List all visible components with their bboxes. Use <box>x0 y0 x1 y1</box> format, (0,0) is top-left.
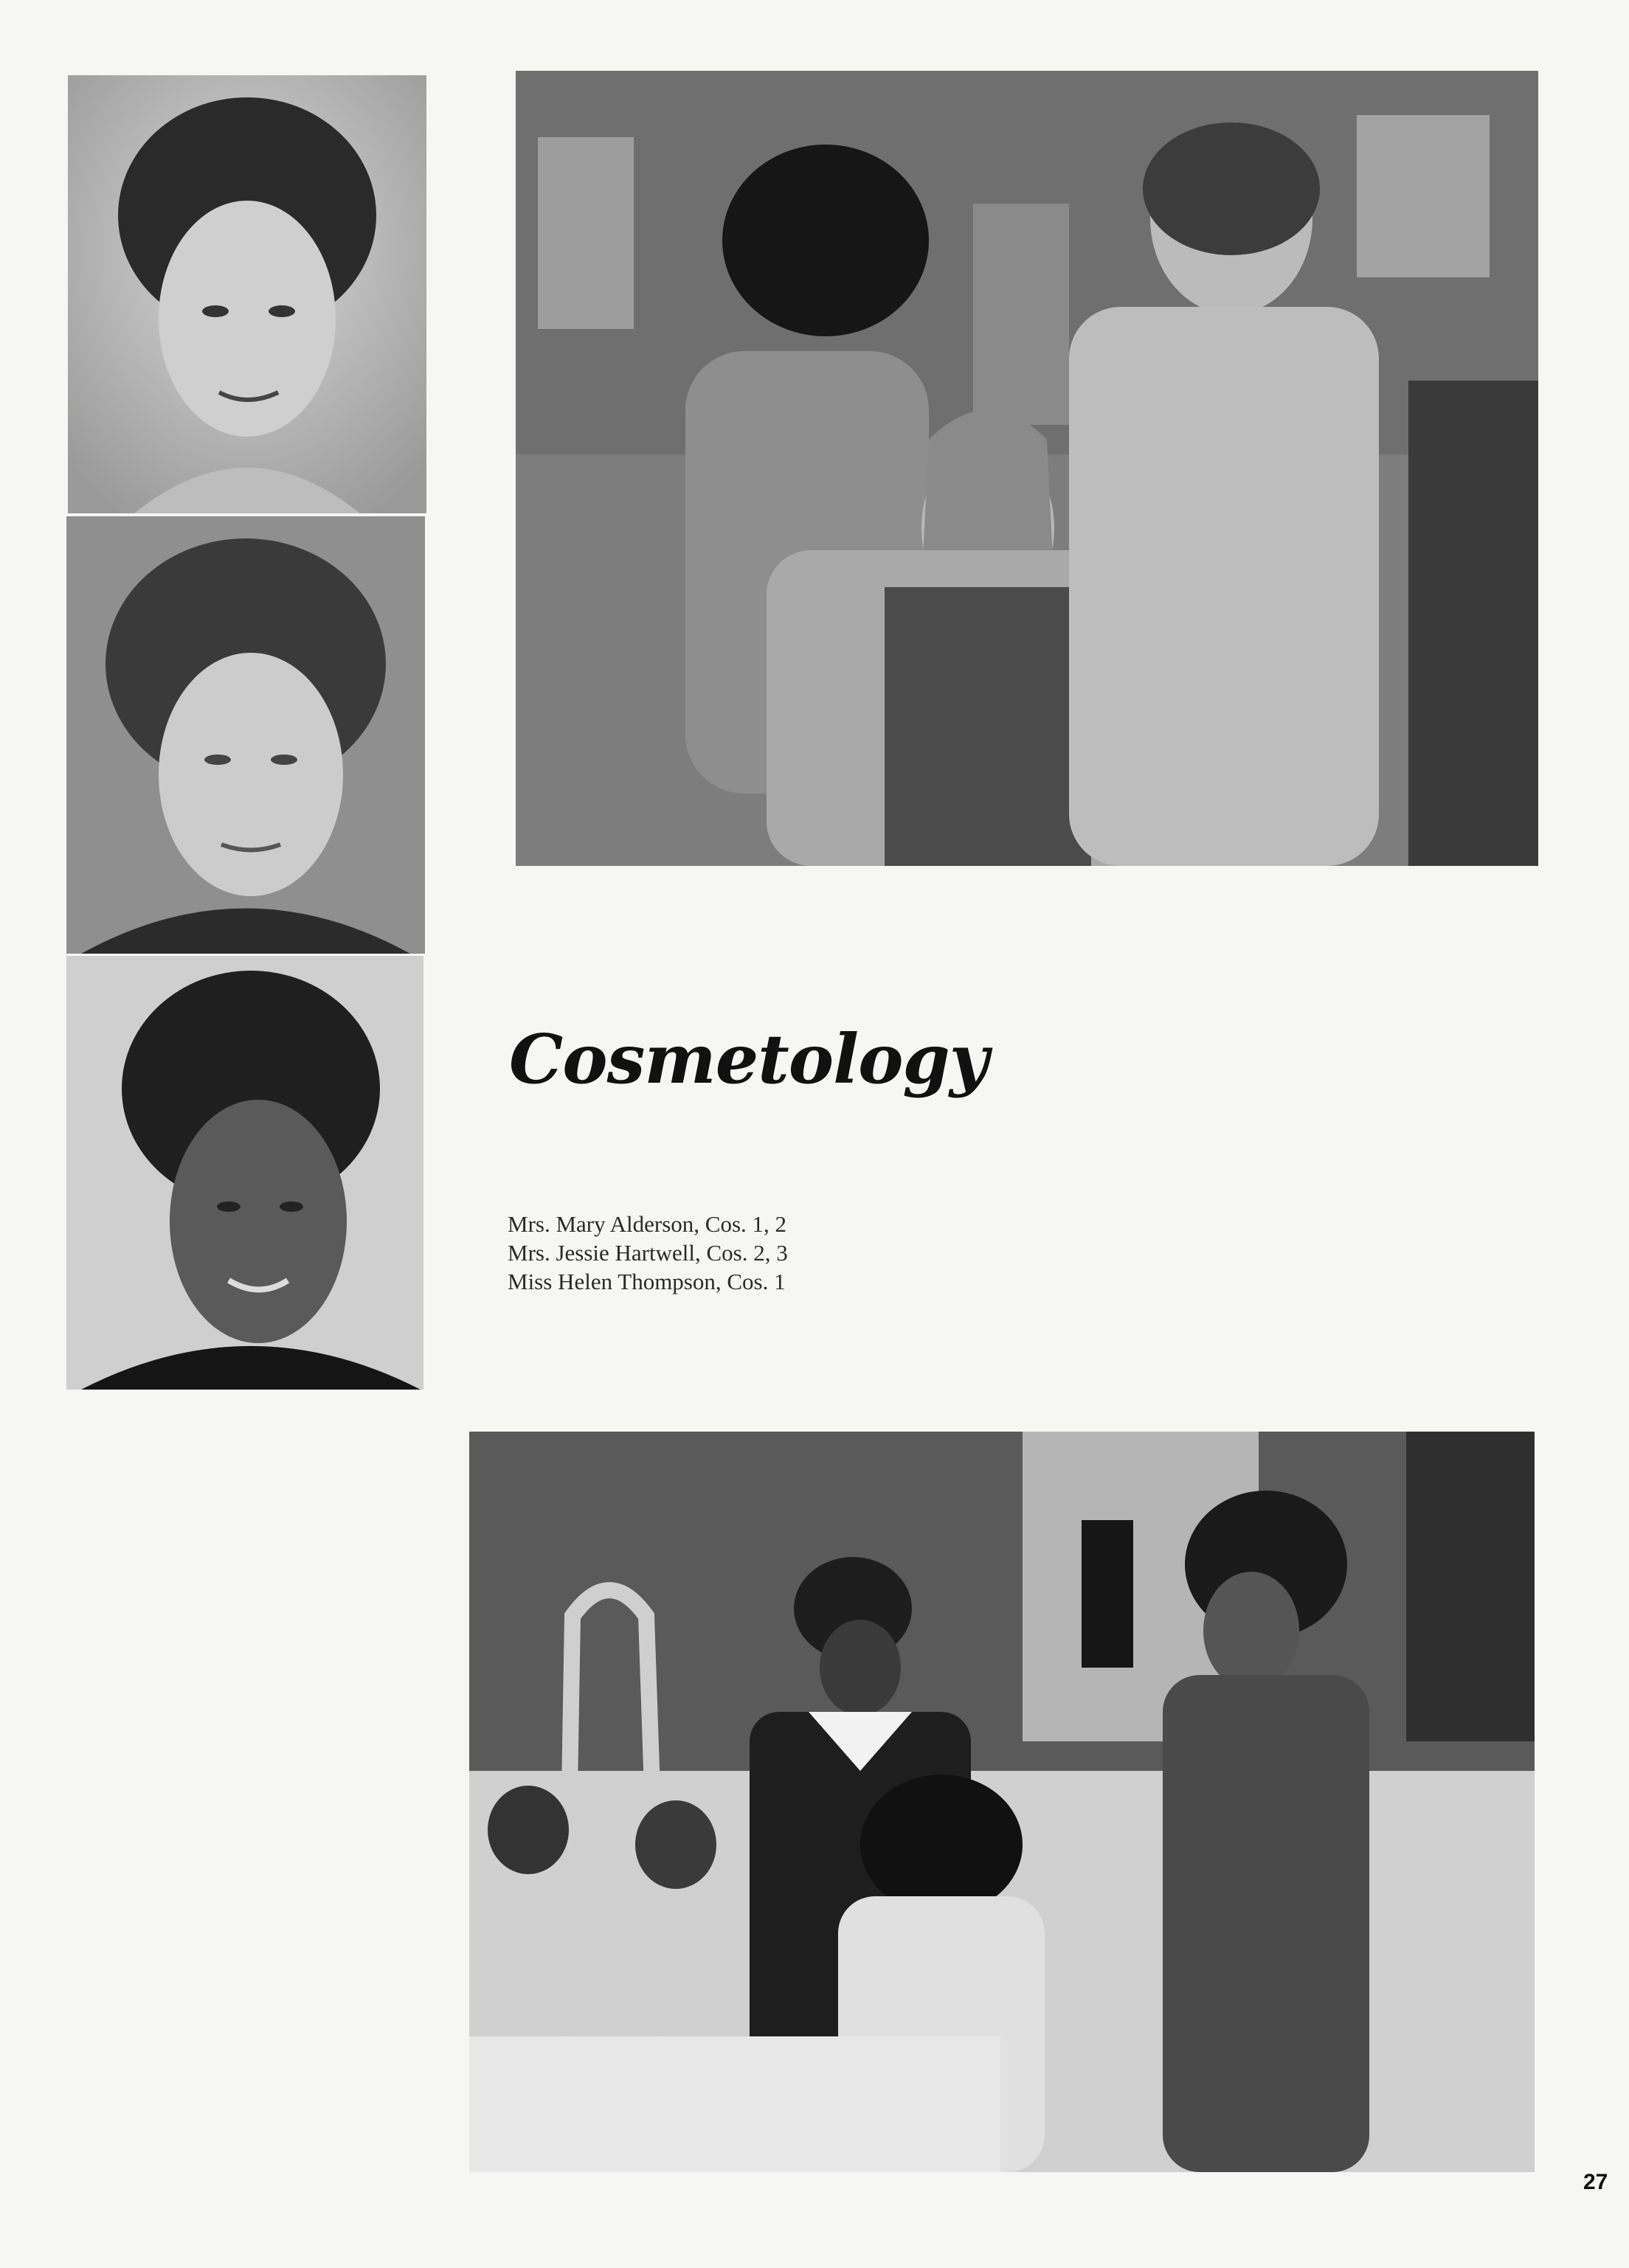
classroom-photo-bottom <box>469 1432 1535 2172</box>
faculty-portrait-3 <box>66 956 423 1390</box>
faculty-captions <box>508 1210 788 1296</box>
caption-line: Miss Helen Thompson, Cos. 1 <box>508 1269 786 1294</box>
page-title: Cosmetology <box>509 1019 989 1099</box>
faculty-portrait-2 <box>66 516 425 954</box>
caption-line: Mrs. Jessie Hartwell, Cos. 2, 3 <box>508 1240 788 1266</box>
classroom-photo-top <box>516 71 1538 866</box>
caption-line: Mrs. Mary Alderson, Cos. 1, 2 <box>508 1211 787 1237</box>
page-number: 27 <box>1583 2170 1608 2194</box>
faculty-portrait-1 <box>68 75 426 513</box>
